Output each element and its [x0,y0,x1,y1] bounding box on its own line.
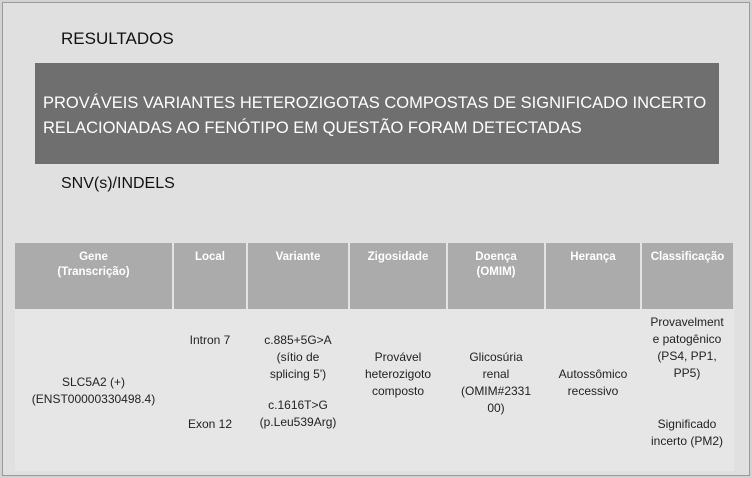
report-page [2,2,750,476]
header-doenca: Doença (OMIM) [447,243,545,309]
table-header-row [15,243,733,309]
header-gene: Gene (Transcrição) [15,243,173,309]
header-variante: Variante [247,243,349,309]
cell-zigosidade [349,309,447,471]
section-title-snv-indels: SNV(s)/INDELS [61,175,175,192]
variante-value-1: c.885+5G>A (sítio de splicing 5') [264,333,332,381]
banner-line-1: PROVÁVEIS VARIANTES HETEROZIGOTAS COMPOSTAS DE SIGNIFICADO INCERTO [43,94,707,112]
header-zigosidade: Zigosidade [349,243,447,309]
banner-line-2: RELACIONADAS AO FENÓTIPO EM QUESTÃO FORAM DETECTADAS [43,119,582,137]
cell-local [173,309,247,471]
gene-value: SLC5A2 (+) (ENST00000330498.4) [31,375,156,406]
zigosidade-value: Provável heterozigoto composto [364,350,432,398]
header-local: Local [173,243,247,309]
faint-background-text [183,23,723,63]
cell-classificacao [641,309,733,471]
cell-doenca [447,309,545,471]
local-value-2: Exon 12 [187,417,233,431]
cell-heranca [545,309,641,471]
section-title-results: RESULTADOS [61,29,174,48]
classificacao-value-1: Provavelment e patogênico (PS4, PP1, PP5) [650,315,724,380]
classificacao-value-2: Significado incerto (PM2) [650,417,724,448]
result-banner [35,63,719,164]
table-row [15,309,733,471]
local-value-1: Intron 7 [189,333,231,347]
variante-value-2: c.1616T>G (p.Leu539Arg) [259,398,337,429]
cell-gene [15,309,173,471]
heranca-value: Autossômico recessivo [558,367,628,398]
cell-variante [247,309,349,471]
header-heranca: Herança [545,243,641,309]
variants-table [15,243,734,471]
doenca-value: Glicosúria renal (OMIM#2331 00) [460,350,532,415]
header-classificacao: Classificação [641,243,733,309]
